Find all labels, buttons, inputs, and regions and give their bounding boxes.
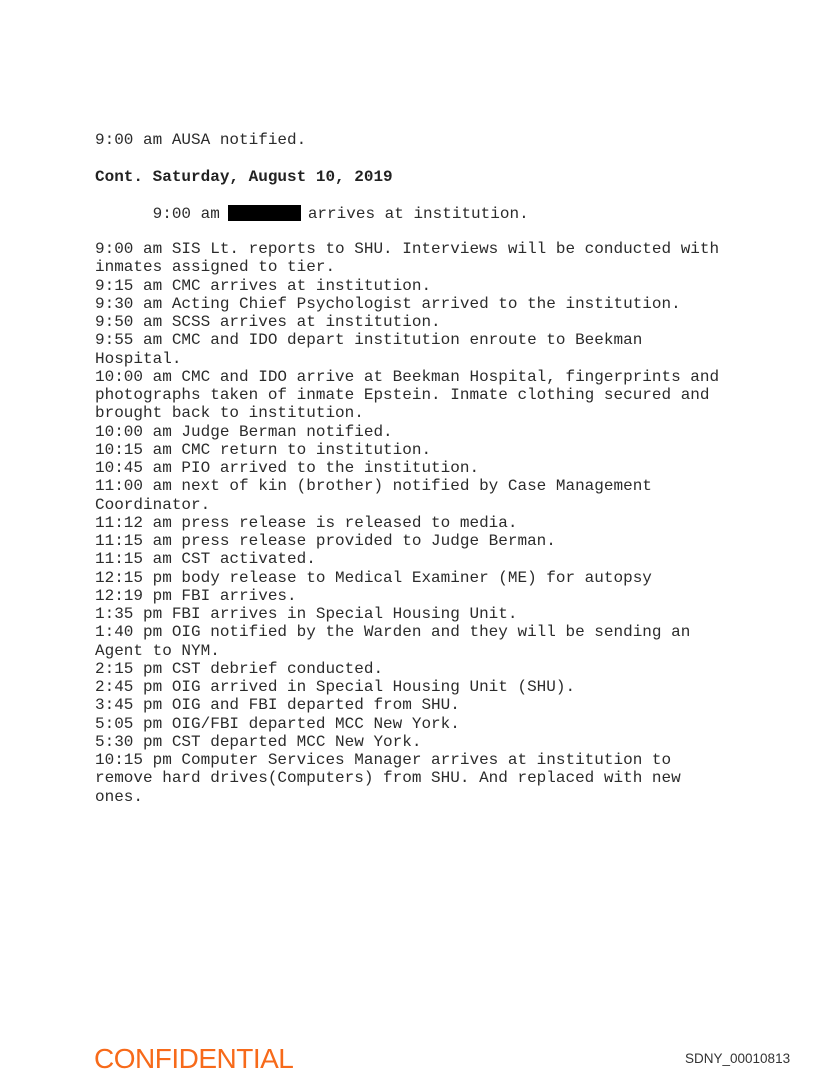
log-line: 10:15 am CMC return to institution. [95, 440, 432, 459]
log-line: 3:45 pm OIG and FBI departed from SHU. [95, 696, 460, 715]
log-line: 11:15 am CST activated. [95, 550, 316, 569]
log-line: 11:00 am next of kin (brother) notified by Case Management [95, 477, 652, 496]
log-line-suffix: arrives at institution. [307, 205, 529, 223]
log-line: inmates assigned to tier. [95, 258, 336, 277]
confidential-watermark: CONFIDENTIAL [94, 1043, 294, 1073]
log-line: remove hard drives(Computers) from SHU. And replaced with new [95, 769, 681, 788]
redaction-box [228, 205, 301, 221]
log-line: 2:15 pm CST debrief conducted. [95, 659, 384, 678]
log-line: 11:12 am press release is released to media. [95, 513, 518, 532]
log-line [95, 187, 529, 243]
log-line: 5:30 pm CST departed MCC New York. [95, 732, 422, 751]
log-line: brought back to institution. [95, 404, 364, 423]
log-line: 12:19 pm FBI arrives. [95, 586, 297, 605]
log-line: 2:45 pm OIG arrived in Special Housing Unit (SHU). [95, 678, 576, 696]
log-line: 12:15 pm body release to Medical Examiner (ME) for autopsy [95, 568, 652, 587]
log-line: 10:15 pm Computer Services Manager arrives at institution to [95, 751, 672, 769]
log-line: 10:00 am CMC and IDO arrive at Beekman Hospital, fingerprints and [95, 367, 720, 386]
log-line: 9:15 am CMC arrives at institution. [95, 276, 432, 295]
log-entries-body [95, 240, 775, 806]
log-line: Coordinator. [95, 495, 211, 514]
bates-number: SDNY_00010813 [685, 1051, 791, 1066]
log-line: ones. [95, 787, 144, 806]
log-line: photographs taken of inmate Epstein. Inmate clothing secured and [95, 386, 710, 404]
log-line: 5:05 pm OIG/FBI departed MCC New York. [95, 714, 460, 733]
log-line: 9:30 am Acting Chief Psychologist arrived to the institution. [95, 294, 681, 313]
log-line: 10:45 am PIO arrived to the institution. [95, 459, 480, 477]
log-line: Agent to NYM. [95, 641, 220, 660]
section-heading: Cont. Saturday, August 10, 2019 [95, 168, 393, 186]
log-line: 10:00 am Judge Berman notified. [95, 422, 393, 441]
log-line: 9:55 am CMC and IDO depart institution enroute to Beekman [95, 331, 643, 350]
log-line: 1:40 pm OIG notified by the Warden and they will be sending an [95, 623, 691, 642]
log-line: 9:00 am AUSA notified. [95, 131, 307, 149]
log-line-prefix: 9:00 am [152, 205, 220, 223]
log-line: 1:35 pm FBI arrives in Special Housing Unit. [95, 605, 518, 623]
log-line: 9:50 am SCSS arrives at institution. [95, 313, 441, 331]
log-line: 11:15 am press release provided to Judge Berman. [95, 532, 556, 550]
log-line: Hospital. [95, 349, 182, 368]
log-line: 9:00 am SIS Lt. reports to SHU. Interviews will be conducted with [95, 240, 720, 258]
